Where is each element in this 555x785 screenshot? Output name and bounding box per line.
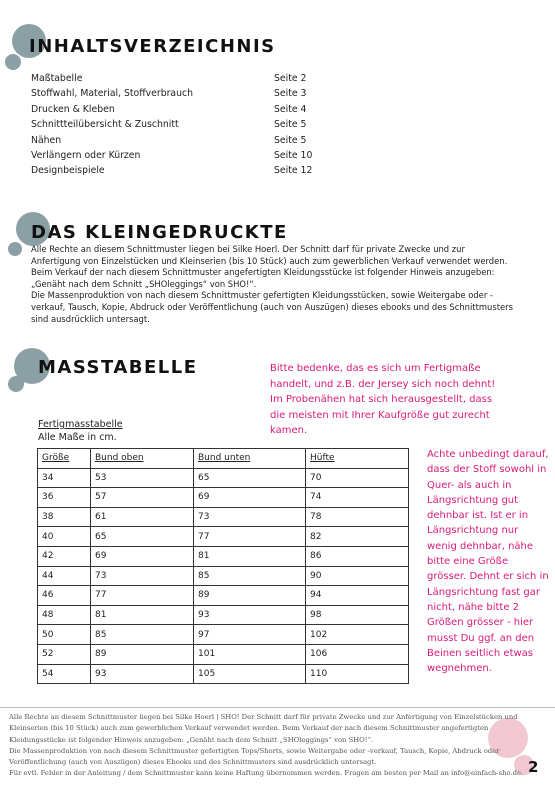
table-cell: 97 — [194, 625, 306, 645]
toc-item — [31, 148, 312, 163]
toc-item — [31, 133, 312, 148]
table-row — [38, 546, 409, 566]
table-cell: 82 — [306, 527, 409, 547]
size-table-caption — [38, 418, 123, 444]
toc-item-page: Seite 2 — [274, 73, 307, 84]
table-row — [38, 527, 409, 547]
table-cell: 50 — [38, 625, 91, 645]
table-cell: 69 — [194, 488, 306, 508]
table-caption-title: Fertigmasstabelle — [38, 419, 123, 430]
fine-print-paragraph: Die Massenproduktion von nach diesem Schnittmuster gefertigten Kleidungsstücken, sowie Weitergabe oder -verkauf, Tausch, Kopie, Abdruck oder Veröffentlichung (auch von Auszügen) dieses ebooks und des Schnittmusters sind ausdrücklich untersagt. — [31, 290, 513, 324]
table-cell: 52 — [38, 644, 91, 664]
toc-item-title: Verlängern oder Kürzen — [31, 150, 141, 162]
toc-item-title: Designbeispiele — [31, 165, 105, 177]
table-cell: 73 — [194, 507, 306, 527]
table-row — [38, 468, 409, 488]
table-cell: 77 — [91, 586, 194, 606]
table-cell: 74 — [306, 488, 409, 508]
table-cell: 34 — [38, 468, 91, 488]
toc-item — [31, 163, 312, 178]
size-note-pink: Bitte bedenke, das es sich um Fertigmaße handelt, und z.B. der Jersey sich noch dehnt! Im Probenähen hat sich herausgestellt, dass die meisten mit Ihrer Kaufgröße gut zurecht kamen. — [270, 363, 496, 437]
footer-line: Die Massenproduktion von nach diesem Schnittmuster gefertigten Tops/Shorts, sowie Weitergabe oder -verkauf, Tausch, Kopie, Abdruck oder Veröffentlichung (auch von Auszügen) dieses Ebooks und des Schnittmusters sind ausdrücklich untersagt. — [9, 746, 500, 767]
table-cell: 46 — [38, 586, 91, 606]
table-cell: 90 — [306, 566, 409, 586]
table-cell: 93 — [91, 664, 194, 684]
table-cell: 81 — [91, 605, 194, 625]
table-cell: 53 — [91, 468, 194, 488]
table-cell: 77 — [194, 527, 306, 547]
table-cell: 101 — [194, 644, 306, 664]
toc-item-title: Drucken & Kleben — [31, 103, 115, 115]
table-cell: 38 — [38, 507, 91, 527]
footer-divider — [0, 707, 555, 708]
table-row — [38, 566, 409, 586]
toc-item-page: Seite 10 — [274, 150, 313, 162]
footer-line: Alle Rechte an diesem Schnittmuster liegen bei Silke Hoerl | SHO! Der Schnitt darf für private Zwecke und zur Anfertigung von Einzelstücken und Kleinserien (bis 10 Stück) auch zum gewerblichen Verkauf verwendet werden. Beim Verkauf der nach diesem Schnittmuster angefertigten Kleidungsstücke ist folgender Hinweis anzugeben: „Genäht nach dem Schnitt „SHOleggings“ von SHO!“. — [9, 713, 518, 744]
table-cell: 85 — [91, 625, 194, 645]
table-cell: 105 — [194, 664, 306, 684]
table-cell: 102 — [306, 625, 409, 645]
toc-item-page: Seite 4 — [274, 103, 307, 115]
table-cell: 89 — [91, 644, 194, 664]
table-cell: 65 — [194, 468, 306, 488]
table-cell: 93 — [194, 605, 306, 625]
table-cell: 61 — [91, 507, 194, 527]
table-header-row — [38, 449, 409, 469]
page-number: 2 — [528, 758, 539, 776]
column-header: Bund oben — [91, 449, 194, 469]
table-row — [38, 664, 409, 684]
fine-print-heading: DAS KLEINGEDRUCKTE — [31, 222, 288, 243]
footer-copyright — [9, 712, 539, 780]
column-header: Größe — [38, 449, 91, 469]
toc-heading: INHALTSVERZEICHNIS — [29, 36, 276, 57]
toc-item — [31, 86, 312, 101]
table-cell: 70 — [306, 468, 409, 488]
toc-item-page: Seite 12 — [274, 165, 313, 177]
table-row — [38, 625, 409, 645]
table-cell: 73 — [91, 566, 194, 586]
toc-item-page: Seite 3 — [274, 88, 307, 100]
table-cell: 110 — [306, 664, 409, 684]
table-cell: 57 — [91, 488, 194, 508]
table-cell: 81 — [194, 546, 306, 566]
toc-item-title: Maßtabelle — [31, 73, 83, 84]
table-cell: 78 — [306, 507, 409, 527]
fine-print-paragraph: Alle Rechte an diesem Schnittmuster liegen bei Silke Hoerl. Der Schnitt darf für private Zwecke und zur Anfertigung von Einzelstücken und Kleinserien (bis 10 Stück) auch zum gewerblichen Verkauf verwendet werden. Beim Verkauf der nach diesem Schnittmuster angefertigten Kleidungsstücke ist folgender Hinweis anzugeben: „Genäht nach dem Schnitt „SHOleggings“ von SHO!“. — [31, 244, 508, 289]
table-cell: 86 — [306, 546, 409, 566]
table-cell: 44 — [38, 566, 91, 586]
table-cell: 94 — [306, 586, 409, 606]
paint-splat-decoration — [8, 242, 22, 256]
toc-item-title: Nähen — [31, 134, 62, 146]
size-chart-heading: MASSTABELLE — [38, 357, 198, 378]
column-header: Hüfte — [306, 449, 409, 469]
toc-item-page: Seite 5 — [274, 134, 307, 146]
table-of-contents — [31, 71, 312, 179]
paint-splat-decoration — [8, 376, 24, 392]
table-cell: 42 — [38, 546, 91, 566]
fabric-stretch-note: Achte unbedingt darauf, dass der Stoff sowohl in Quer- als auch in Längsrichtung gut dehnbar ist. Ist er in Längsrichtung nur wenig dehnbar, nähe bitte eine Größe grösser. Dehnt er sich in Längsrichtung fast gar nicht, nähe bitte 2 Größen grösser - hier musst Du ggf. an den Beinen seitlich etwas wegnehmen. — [427, 449, 549, 675]
toc-item — [31, 71, 312, 86]
toc-item-page: Seite 5 — [274, 119, 307, 131]
table-cell: 54 — [38, 664, 91, 684]
table-cell: 65 — [91, 527, 194, 547]
table-cell: 48 — [38, 605, 91, 625]
table-row — [38, 644, 409, 664]
size-table — [37, 448, 409, 684]
table-cell: 106 — [306, 644, 409, 664]
fine-print-text — [31, 244, 516, 325]
table-cell: 98 — [306, 605, 409, 625]
table-cell: 69 — [91, 546, 194, 566]
toc-item-title: Stoffwahl, Material, Stoffverbrauch — [31, 88, 194, 100]
table-row — [38, 605, 409, 625]
table-unit-note: Alle Maße in cm. — [38, 432, 117, 443]
table-row — [38, 488, 409, 508]
toc-item-title: Schnittteilübersicht & Zuschnitt — [31, 119, 179, 131]
toc-item — [31, 102, 312, 117]
table-cell: 36 — [38, 488, 91, 508]
table-cell: 40 — [38, 527, 91, 547]
table-cell: 85 — [194, 566, 306, 586]
paint-splat-decoration — [5, 54, 21, 70]
column-header: Bund unten — [194, 449, 306, 469]
table-row — [38, 586, 409, 606]
footer-line: Für evtl. Fehler in der Anleitung / dem Schnittmuster kann keine Haftung übernommen werden. Fragen am besten per Mail an info@einfach-sho.de. — [9, 769, 524, 778]
toc-item — [31, 117, 312, 132]
table-cell: 89 — [194, 586, 306, 606]
table-row — [38, 507, 409, 527]
